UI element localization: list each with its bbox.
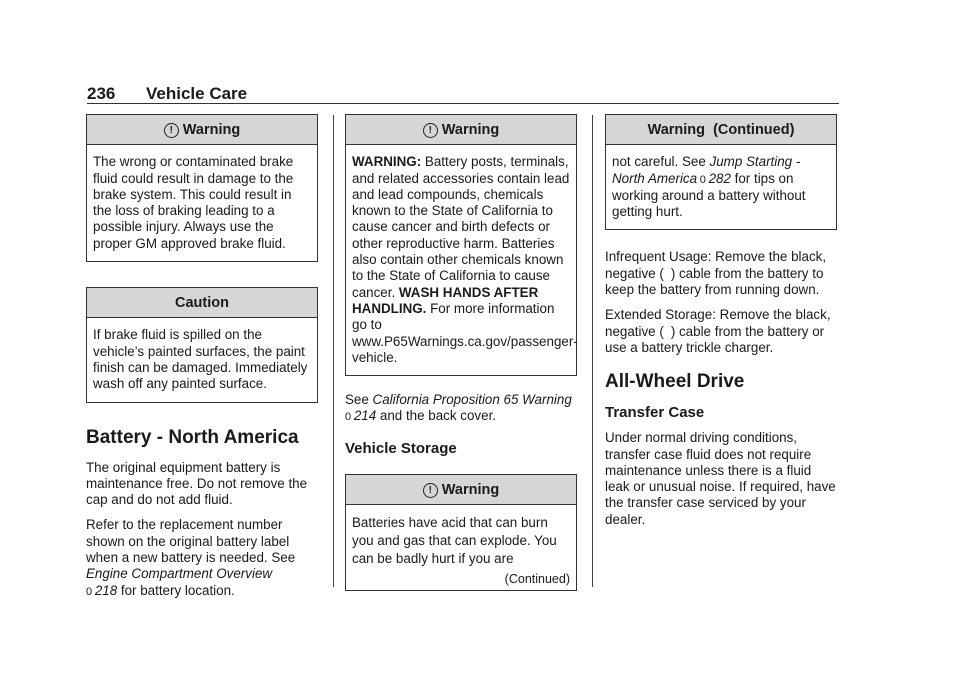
caution-box-text: If brake fluid is spilled on the vehicle’s painted surfaces, the paint finish can be damaged. Immediately wash off any painted surface. <box>93 327 308 392</box>
warning-box-text: The wrong or contaminated brake fluid could result in damage to the brake system. This could result in the loss of braking leading to a possible injury. Always use the proper GM approved brake fluid. <box>93 154 294 251</box>
page-number: 236 <box>87 84 116 103</box>
transfer-case-heading: Transfer Case <box>605 404 705 422</box>
page-ref-218[interactable]: 218 <box>94 582 118 598</box>
warning-title-text: Warning <box>182 122 241 138</box>
column-2 <box>345 114 577 591</box>
warning-box-title <box>346 475 576 505</box>
page-ref-icon: 0 <box>699 173 706 186</box>
page-ref-icon: 0 <box>86 585 93 598</box>
section-title: Vehicle Care <box>146 84 248 103</box>
continued-label: (Continued) <box>504 572 570 587</box>
jump-starting-link[interactable]: Jump Starting - North America <box>612 154 801 186</box>
warning-icon: ! <box>423 483 438 498</box>
transfer-case-paragraph: Under normal driving conditions, transfer case fluid does not require maintenance unless there is a fluid leak or unusual noise. If required, have the transfer case serviced by your dealer. <box>605 430 836 527</box>
warning-icon: ! <box>164 123 179 138</box>
prop65-link[interactable]: California Proposition 65 Warning <box>372 392 572 408</box>
warning-continued-box <box>605 114 837 230</box>
page-ref-214[interactable]: 214 <box>353 408 377 424</box>
battery-paragraph-1: The original equipment battery is maintenance free. Do not remove the cap and do not add fluid. <box>86 459 308 508</box>
warning-box-title <box>87 115 317 145</box>
warning-icon: ! <box>423 123 438 138</box>
vehicle-storage-heading: Vehicle Storage <box>345 439 457 457</box>
brake-fluid-caution-box <box>86 287 318 402</box>
warning-box-title <box>346 115 576 145</box>
see-prop65-paragraph: See California Proposition 65 Warning 0 214 and the back cover. <box>345 392 572 424</box>
warning-title-text: Warning <box>441 481 500 498</box>
battery-paragraph-2: Refer to the replacement number shown on the original battery label when a new battery is needed. See Engine Compartment Overview 0 218 for battery location. <box>86 517 296 598</box>
battery-acid-warning-box <box>345 474 577 592</box>
column-divider-1 <box>333 115 334 587</box>
caution-box-title: Caution <box>87 288 317 318</box>
column-1 <box>86 114 318 609</box>
page-ref-icon: 0 <box>345 411 352 424</box>
warning-continued-text: not careful. See Jump Starting - North America 0 282 for tips on working around a battery without getting hurt. <box>612 154 806 220</box>
prop65-warning-box <box>345 114 577 376</box>
engine-compartment-link[interactable]: Engine Compartment Overview <box>86 566 273 582</box>
page-header <box>87 84 839 104</box>
header-rule <box>87 103 839 104</box>
all-wheel-drive-heading: All-Wheel Drive <box>605 371 745 393</box>
brake-fluid-warning-box <box>86 114 318 262</box>
page-ref-282[interactable]: 282 <box>708 170 731 186</box>
column-divider-2 <box>592 115 593 587</box>
warning-title-text: Warning <box>441 122 500 138</box>
infrequent-usage-paragraph: Infrequent Usage: Remove the black, negative ( ) cable from the battery to keep the battery from running down. <box>605 249 827 298</box>
battery-heading: Battery - North America <box>86 426 299 448</box>
extended-storage-paragraph: Extended Storage: Remove the black, negative ( ) cable from the battery or use a battery trickle charger. <box>605 307 831 355</box>
warning-continued-title: Warning (Continued) <box>606 115 836 145</box>
battery-acid-warning-text: Batteries have acid that can burn you and gas that can explode. You can be badly hurt if you are <box>352 515 557 567</box>
column-3 <box>605 114 837 537</box>
prop65-warning-text: WARNING: Battery posts, terminals, and related accessories contain lead and lead compounds, chemicals known to the State of California to cause cancer and birth defects or other reproductive harm. Batteries also contain other chemicals known to the State of California to cause cancer. WASH HANDS AFTER HANDLING. For more information go to www.P65Warnings.ca.gov/passenger-vehicle. <box>352 154 578 365</box>
